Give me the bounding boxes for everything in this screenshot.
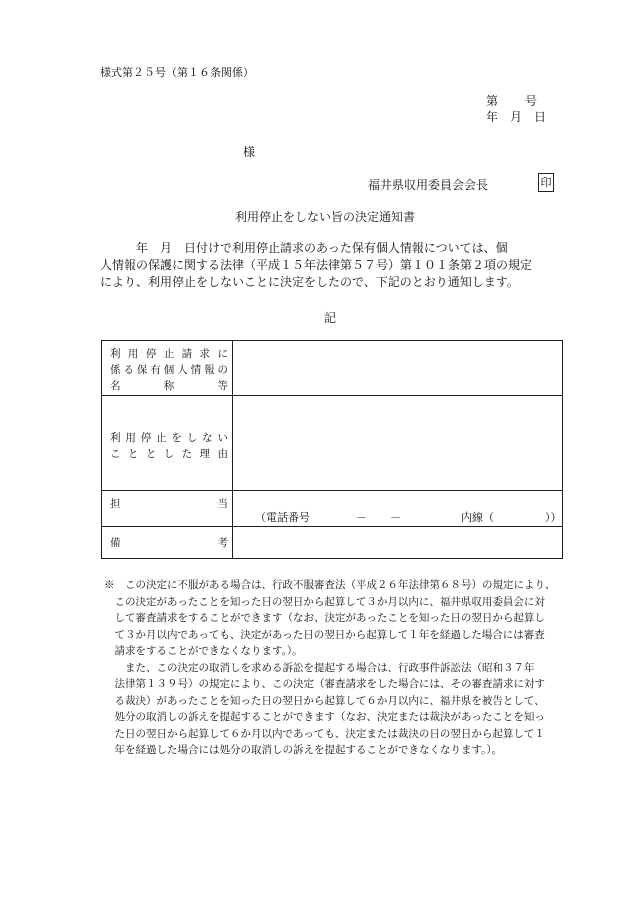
detail-table	[101, 340, 563, 559]
reason-label-cell	[102, 396, 233, 491]
reason-value-cell[interactable]	[233, 396, 563, 491]
contact-label-cell	[102, 491, 233, 527]
phone-dash: －	[356, 511, 367, 524]
extension-label: 内線（	[461, 511, 494, 524]
table-row	[102, 396, 563, 491]
issue-date: 年 月 日	[486, 110, 547, 124]
note-line: 請求をすることができなくなります。）。	[104, 645, 303, 657]
contact-value-cell[interactable]	[233, 491, 563, 527]
table-row	[102, 527, 563, 559]
extension-close: ））	[545, 511, 562, 524]
phone-dash: －	[390, 511, 401, 524]
reason-label-line: 利 用 停 止 を し な い	[110, 432, 228, 444]
note-line: 処分の取消しの訴えを提起することができます（なお、決定または裁決があったことを知っ	[104, 711, 545, 723]
note-line: た日の翌日から起算して６か月以内であっても、決定または裁決の日の翌日から起算して１	[104, 727, 545, 740]
table-row	[102, 341, 563, 396]
remarks-value-cell[interactable]	[233, 527, 563, 559]
phone-label: （電話番号	[255, 511, 310, 524]
note-line: る裁決）があったことを知った日の翌日から起算して６か月以内に、福井県を被告として、	[104, 694, 545, 707]
body-text	[100, 240, 560, 291]
ki-label: 記	[324, 311, 337, 325]
reason-label-line: こ と と し た 理 由	[110, 448, 228, 460]
note-line: て３か月以内であっても、決定があった日の翌日から起算して１年を経過した場合には審査	[104, 628, 545, 641]
remarks-label-cell	[102, 527, 233, 559]
seal-box: 印	[538, 173, 554, 192]
form-number: 様式第２５号（第１６条関係）	[100, 66, 254, 79]
sender-name: 福井県収用委員会会長	[368, 178, 489, 192]
table-row	[102, 491, 563, 527]
name-label-line: 名 称 等	[110, 380, 228, 392]
name-label-cell	[102, 341, 233, 396]
document-title: 利用停止をしない旨の決定通知書	[235, 210, 416, 224]
contact-label: 担 当	[110, 498, 228, 510]
note-line: 法律第１３９号）の規定により、この決定（審査請求をした場合には、その審査請求に対す	[104, 678, 545, 690]
body-line: 人情報の保護に関する法律（平成１５年法律第５７号）第１０１条第２項の規定	[100, 258, 533, 272]
name-value-cell[interactable]	[233, 341, 563, 396]
body-line: 年 月 日付けで利用停止請求のあった保有個人情報については、個	[100, 241, 508, 255]
addressee: 様	[243, 145, 256, 159]
document-number: 第 号	[486, 94, 539, 108]
note-line: ※ この決定に不服がある場合は、行政不服審査法（平成２６年法律第６８号）の規定により、	[104, 579, 556, 591]
note-line: この決定があったことを知った日の翌日から起算して３か月以内に、福井県収用委員会に対	[104, 595, 545, 608]
note-line: 年を経過した場合には処分の取消しの訴えを提起することができなくなります。）。	[104, 744, 503, 756]
name-label-line: 利 用 停 止 請 求 に	[110, 348, 228, 360]
remarks-label: 備 考	[110, 537, 228, 549]
note-line: して審査請求をすることができます（なお、決定があったことを知った日の翌日から起算し	[104, 612, 545, 624]
note-line: また、この決定の取消しを求める訴訟を提起する場合は、行政事件訴訟法（昭和３７年	[104, 661, 535, 674]
name-label-line: 係 る 保 有 個 人 情 報 の	[110, 364, 228, 376]
body-line: により、利用停止をしないことに決定をしたので、下記のとおり通知します。	[100, 275, 519, 289]
notes	[104, 577, 574, 759]
